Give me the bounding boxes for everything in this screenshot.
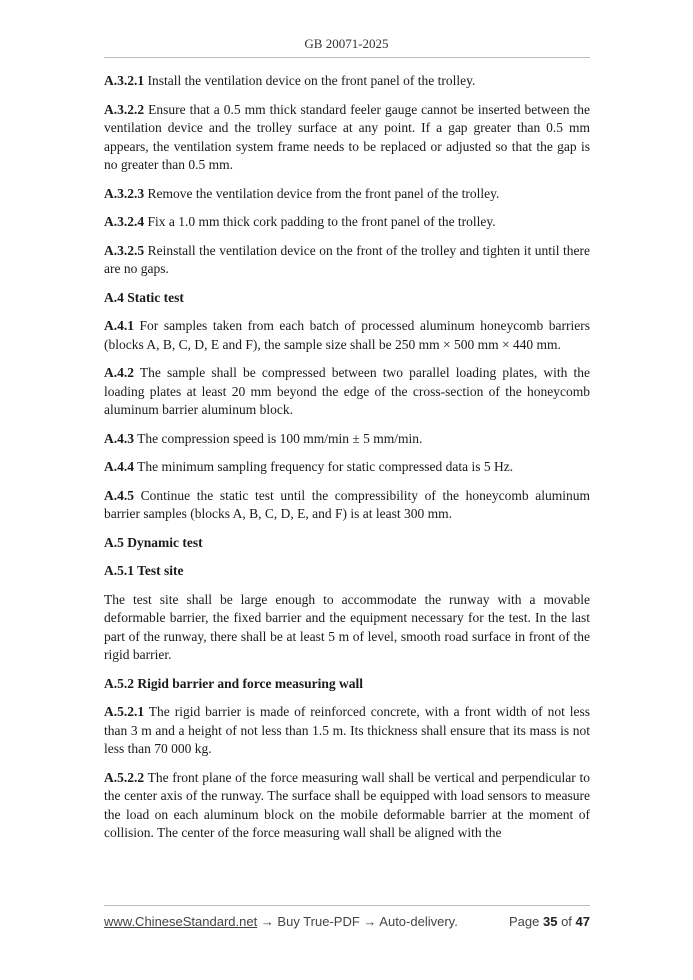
clause-a-3-2-5 [104, 242, 590, 279]
section-heading-a-5-1: A.5.1 Test site [104, 563, 184, 578]
clause-number: A.4.5 [104, 487, 134, 503]
header-divider [104, 57, 590, 58]
clause-number: A.3.2.2 [104, 101, 145, 117]
footer-promo [104, 914, 458, 929]
clause-a-4-3 [104, 430, 590, 449]
of-label: of [557, 914, 576, 929]
clause-number: A.5.2.2 [104, 769, 145, 785]
clause-text: For samples taken from each batch of processed aluminum honeycomb barriers (blocks A, B, C, D, E and F), the sample size shall be 250 mm × 500 mm × 440 mm. [104, 318, 590, 352]
clause-number: A.4.1 [104, 318, 134, 333]
page-indicator [509, 914, 590, 929]
clause-a-5-2-1 [104, 703, 590, 759]
clause-number: A.3.2.4 [104, 214, 145, 229]
clause-text: Remove the ventilation device from the front panel of the trolley. [144, 185, 500, 201]
clause-text: Fix a 1.0 mm thick cork padding to the front panel of the trolley. [144, 214, 496, 229]
clause-text: Continue the static test until the compressibility of the honeycomb aluminum barrier samples (blocks A, B, C, D, E, and F) is at least 300 mm. [104, 487, 590, 521]
page-content [104, 72, 590, 853]
clause-a-4-2 [104, 364, 590, 420]
clause-a-3-2-2 [104, 101, 590, 175]
clause-number: A.4.2 [104, 365, 134, 380]
clause-a-4-4 [104, 458, 590, 477]
clause-text: Ensure that a 0.5 mm thick standard feeler gauge cannot be inserted between the ventilation device and the trolley surface at any point. If a gap greater than 0.5 mm appears, the ventilation system frame needs to be replaced or adjusted so that the gap is no greater than 0.5 mm. [104, 101, 590, 172]
clause-number: A.4.3 [104, 430, 134, 446]
section-heading-a-4: A.4 Static test [104, 289, 184, 305]
clause-text: The test site shall be large enough to accommodate the runway with a movable deformable barrier, the fixed barrier and the equipment necessary for the test. In the last part of the runway, there shall be at least 5 m of level, smooth road surface in front of the rigid barrier. [104, 591, 590, 662]
clause-a-4-5 [104, 487, 590, 524]
clause-number: A.3.2.5 [104, 242, 145, 258]
footer-divider [104, 905, 590, 906]
clause-a-5-2-2 [104, 769, 590, 843]
clause-number: A.3.2.3 [104, 185, 145, 201]
clause-text: The sample shall be compressed between two parallel loading plates, with the loading plates at least 20 mm beyond the edge of the cross-section of the honeycomb aluminum barrier aluminum block. [104, 365, 590, 417]
page-label: Page [509, 914, 543, 929]
section-heading-a-5-2: A.5.2 Rigid barrier and force measuring wall [104, 675, 363, 691]
clause-text: The front plane of the force measuring wall shall be vertical and perpendicular to the center axis of the runway. The surface shall be equipped with load sensors to measure the load on each aluminum block on the mobile deformable barrier at the moment of collision. The center of the force measuring wall shall be aligned with the [104, 769, 590, 840]
footer-tagline: → Buy True-PDF → Auto-delivery. [257, 914, 458, 929]
clause-text: Reinstall the ventilation device on the front of the trolley and tighten it until there are no gaps. [104, 242, 590, 276]
clause-text: The rigid barrier is made of reinforced concrete, with a front width of not less than 3 m and a height of not less than 1.5 m. Its thickness shall ensure that its mass is not less than 70 000 kg. [104, 704, 590, 756]
clause-text: The minimum sampling frequency for static compressed data is 5 Hz. [134, 459, 514, 474]
clause-a-3-2-3 [104, 185, 590, 204]
clause-number: A.5.2.1 [104, 704, 145, 719]
clause-a-3-2-1 [104, 72, 590, 91]
current-page-number: 35 [542, 914, 558, 929]
page-footer [104, 914, 590, 932]
clause-number: A.3.2.1 [104, 73, 145, 88]
document-header: GB 20071-2025 [304, 36, 389, 51]
site-link[interactable]: www.ChineseStandard.net [104, 914, 258, 929]
clause-a-5-1-body [104, 591, 590, 665]
total-pages-number: 47 [575, 914, 590, 929]
section-heading-a-5: A.5 Dynamic test [104, 534, 203, 550]
clause-number: A.4.4 [104, 459, 134, 474]
clause-a-3-2-4 [104, 213, 590, 232]
clause-text: Install the ventilation device on the front panel of the trolley. [144, 73, 476, 88]
clause-a-4-1 [104, 317, 590, 354]
clause-text: The compression speed is 100 mm/min ± 5 mm/min. [134, 430, 423, 446]
